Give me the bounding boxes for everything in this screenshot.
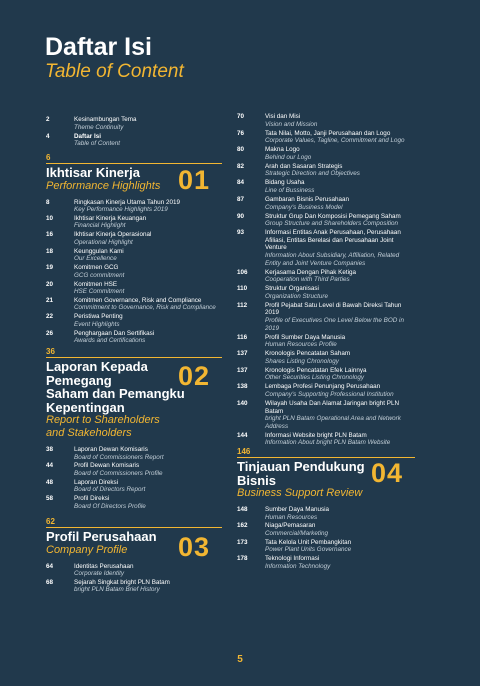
toc-entry-english: Company's Supporting Professional Institution <box>265 390 394 398</box>
toc-entry-english: Information About Subsidiary, Affiliation, Related <box>265 251 400 259</box>
toc-entry-title: Kronologis Pencatatan Efek Lainnya <box>265 366 367 374</box>
toc-entry-title: Laporan Direksi <box>74 478 119 486</box>
toc-entry-text <box>74 116 244 131</box>
toc-entry-page: 64 <box>46 562 54 570</box>
toc-entry-page: 2 <box>46 116 50 123</box>
section-subtitle: Business Support Review <box>237 487 363 499</box>
toc-entry-english: Behind our Logo <box>265 153 312 161</box>
toc-entry-page: 82 <box>237 162 245 170</box>
toc-entry-text <box>265 555 435 570</box>
toc-entry-text <box>265 163 435 178</box>
toc-entry-english: Power Plant Units Governance <box>265 546 352 554</box>
toc-entry-page: 16 <box>46 231 54 239</box>
toc-entry-text <box>74 248 244 263</box>
toc-entry-page: 162 <box>237 522 248 530</box>
section-number: 02 <box>178 361 211 391</box>
toc-entry-text <box>74 462 244 477</box>
section-title: Kepentingan <box>46 399 125 415</box>
toc-entry-text <box>265 367 435 382</box>
toc-entry-title: Visi dan Misi <box>265 113 301 120</box>
toc-entry-english: Financial Highlight <box>74 222 126 230</box>
toc-entry-title: Batam <box>265 407 284 415</box>
toc-entry-text <box>265 400 435 430</box>
toc-entry-english: Company's Business Model <box>265 203 343 211</box>
section-page-number: 36 <box>46 347 55 356</box>
toc-entry-page: 4 <box>46 132 50 140</box>
toc-entry-page: 21 <box>46 296 54 304</box>
toc-entry-text <box>265 383 435 398</box>
section-subtitle: and Stakeholders <box>46 427 132 439</box>
toc-entry-page: 20 <box>46 280 54 288</box>
toc-entry-title: Struktur Organisasi <box>265 285 319 293</box>
toc-entry-text <box>265 229 435 267</box>
toc-entry-page: 22 <box>46 313 54 321</box>
toc-entry-title: Identitas Perusahaan <box>74 562 134 570</box>
toc-entry-english: Human Resources Profile <box>265 341 337 349</box>
toc-entry-text <box>74 231 244 246</box>
toc-entry-english: Group Structure and Shareholders Composition <box>265 220 399 228</box>
toc-entry-page: 148 <box>237 506 248 513</box>
section-title: Laporan Kepada <box>46 359 148 374</box>
toc-entry-page: 106 <box>237 268 248 276</box>
toc-entry-english: Operational Highlight <box>74 238 133 246</box>
toc-entry-title: Profil Direksi <box>74 495 110 503</box>
toc-entry-english: Vision and Mission <box>265 120 318 128</box>
toc-entry-title: Komitmen GCG <box>74 264 119 272</box>
section-title: Pemegang <box>46 372 112 388</box>
section-subtitle: Performance Highlights <box>46 179 161 192</box>
toc-entry-page: 80 <box>237 146 245 154</box>
toc-entry-page: 58 <box>46 495 54 503</box>
toc-entry-title: Peristiwa Penting <box>74 313 123 321</box>
toc-entry-text <box>265 506 435 521</box>
section-divider <box>46 527 222 528</box>
toc-entry-text <box>265 213 435 228</box>
toc-entry-page: 76 <box>237 129 245 137</box>
toc-entry-english: Table of Content <box>74 140 120 148</box>
toc-entry-english: Our Excellence <box>74 255 117 263</box>
toc-entry-english: Entity and Joint Venture Companies <box>265 259 366 267</box>
toc-entry-english: Profile of Executives One Level Below the BOD in <box>265 316 404 324</box>
toc-entry-text <box>265 196 435 211</box>
toc-entry-text <box>74 264 244 279</box>
section-page-number: 146 <box>237 447 251 456</box>
section-subtitle: Report to Shareholders <box>46 414 160 426</box>
toc-entry-english: Event Highlights <box>74 320 120 328</box>
toc-entry-page: 87 <box>237 196 245 203</box>
toc-entry-title: Struktur Grup Dan Komposisi Pemegang Saham <box>265 212 401 220</box>
toc-entry-text <box>265 146 435 161</box>
toc-entry-english: bright PLN Batam Brief History <box>74 586 160 594</box>
toc-entry-title: Keunggulan Kami <box>74 247 124 255</box>
toc-entry-english: Board of Commissioners Report <box>74 453 164 461</box>
toc-entry-title: Profil Pejabat Satu Level di Bawah Direksi Tahun <box>265 301 402 309</box>
toc-entry-english: Corporate Identity <box>74 570 125 578</box>
page-title: Daftar Isi <box>45 33 152 61</box>
toc-entry-page: 10 <box>46 214 54 222</box>
toc-entry-title: Informasi Entitas Anak Perusahaan, Perusahaan <box>265 229 401 237</box>
section-title: Bisnis <box>237 472 277 488</box>
toc-entry-page: 140 <box>237 400 248 407</box>
toc-entry-title: Bidang Usaha <box>265 179 305 187</box>
toc-entry-title: Komitmen Governance, Risk and Compliance <box>74 296 202 304</box>
toc-entry-text <box>74 212 245 230</box>
toc-entry-page: 144 <box>237 431 248 439</box>
toc-entry-english: Board Of Directors Profile <box>74 502 146 510</box>
toc-entry-english: Board of Commissioners Profile <box>74 469 163 477</box>
toc-entry-text <box>265 179 435 194</box>
toc-entry-page: 84 <box>237 179 245 187</box>
toc-entry-text <box>74 330 244 345</box>
section-title: Ikhtisar Kinerja <box>46 165 140 180</box>
section-page-number: 62 <box>46 517 55 526</box>
toc-entry-text <box>74 563 244 578</box>
section-page-number: 6 <box>46 153 51 162</box>
section-title: Saham dan Pemangku <box>46 386 185 401</box>
toc-entry-english: bright PLN Batam Operational Area and Network <box>265 415 401 423</box>
toc-entry-page: 112 <box>237 301 248 309</box>
toc-entry-english: Theme Continuity <box>74 123 124 131</box>
toc-entry-page: 138 <box>237 383 248 391</box>
toc-entry-title: Ikhtisar Kinerja Operasional <box>74 231 152 239</box>
toc-entry-english: Shares Listing Chronology <box>265 357 339 365</box>
toc-entry-text <box>74 495 244 510</box>
toc-entry-title: Penghargaan Dan Sertifikasi <box>74 329 155 337</box>
toc-entry-title: Arah dan Sasaran Strategis <box>265 162 343 170</box>
toc-entry-page: 116 <box>237 333 248 341</box>
toc-entry-english: Strategic Direction and Objectives <box>265 170 360 178</box>
toc-entry-english: Human Resources <box>265 513 318 521</box>
toc-entry-text <box>74 297 244 312</box>
toc-entry-english: GCG commitment <box>74 271 125 279</box>
toc-entry-title: Afiliasi, Entitas Berelasi dan Perusahaan Joint <box>265 236 394 244</box>
toc-entry-title: Wilayah Usaha Dan Alamat Jaringan bright PLN <box>265 400 400 407</box>
toc-entry-text <box>74 199 244 214</box>
toc-entry-page: 178 <box>237 555 248 563</box>
toc-entry-page: 137 <box>237 366 248 374</box>
toc-entry-page: 19 <box>46 264 54 272</box>
toc-entry-title: Daftar Isi <box>74 132 101 140</box>
toc-entry-page: 44 <box>46 462 54 470</box>
toc-entry-text <box>265 522 435 537</box>
toc-entry-title: Kerjasama Dengan Pihak Ketiga <box>265 268 357 276</box>
toc-entry-english: Other Securities Listing Chronology <box>265 374 365 382</box>
toc-entry-text <box>74 579 244 594</box>
toc-entry-english: Key Performance Highlights 2019 <box>74 206 168 214</box>
toc-entry-page: 26 <box>46 329 54 337</box>
toc-entry-english: HSE Commitment <box>74 288 125 296</box>
toc-entry-english: Information About bright PLN Batam Website <box>265 439 391 447</box>
toc-entry-english: 2019 <box>265 324 280 332</box>
toc-entry-page: 173 <box>237 538 248 546</box>
toc-entry-english: Commitment to Governance, Risk and Compliance <box>74 304 216 312</box>
toc-entry-title: Laporan Dewan Komisaris <box>74 446 148 453</box>
toc-entry-title: Informasi Website bright PLN Batam <box>265 431 367 439</box>
toc-entry-page: 38 <box>46 446 54 453</box>
section-number: 03 <box>178 532 211 562</box>
toc-entry-title: Profil Sumber Daya Manusia <box>265 333 346 341</box>
page-subtitle: Table of Content <box>45 61 184 82</box>
toc-entry-title: Profil Dewan Komisaris <box>74 462 140 470</box>
toc-entry-page: 110 <box>237 285 248 293</box>
toc-entry-title: Makna Logo <box>265 146 300 154</box>
toc-entry-title: Kesinambungan Tema <box>74 116 137 123</box>
toc-entry-english: Board of Directors Report <box>74 486 146 494</box>
toc-entry-text <box>74 446 244 461</box>
toc-entry-title: Niaga/Pemasaran <box>265 522 316 530</box>
toc-entry-title: 2019 <box>265 309 280 317</box>
toc-entry-english: Awards and Certifications <box>74 337 146 345</box>
toc-entry-english: Corporate Values, Tagline, Commitment and Logo <box>265 137 405 145</box>
toc-entry-text <box>74 281 244 296</box>
toc-entry-title: Ikhtisar Kinerja Keuangan <box>74 214 147 222</box>
toc-entry-title: Kronologis Pencatatan Saham <box>265 350 351 358</box>
toc-entry-title: Lembaga Profesi Penunjang Perusahaan <box>265 383 381 391</box>
toc-entry-english: Cooperation with Third Parties <box>265 276 350 284</box>
section-divider <box>46 357 222 358</box>
toc-entry-text <box>74 313 244 328</box>
toc-entry-text <box>74 133 244 148</box>
toc-entry-page: 137 <box>237 350 248 358</box>
toc-entry-text <box>74 479 244 494</box>
toc-entry-text <box>265 432 435 447</box>
toc-entry-page: 18 <box>46 247 54 255</box>
section-title: Profil Perusahaan <box>46 529 157 544</box>
toc-entry-text <box>265 130 435 145</box>
toc-entry-title: Sumber Daya Manusia <box>265 506 330 513</box>
toc-entry-page: 90 <box>237 212 245 220</box>
toc-entry-title: Sejarah Singkat bright PLN Batam <box>74 578 170 586</box>
toc-entry-english: Address <box>265 422 289 430</box>
toc-entry-english: Information Technology <box>265 562 331 570</box>
section-number: 04 <box>371 458 404 488</box>
toc-entry-page: 93 <box>237 229 245 237</box>
section-number: 01 <box>178 165 211 195</box>
toc-entry-title: Tata Nilai, Motto, Janji Perusahaan dan Logo <box>265 129 391 137</box>
toc-entry-page: 68 <box>46 578 54 586</box>
toc-entry-title: Teknologi Informasi <box>265 555 320 563</box>
toc-entry-page: 8 <box>46 198 50 206</box>
toc-entry-text <box>265 113 435 128</box>
toc-entry-title: Tata Kelola Unit Pembangkitan <box>265 538 352 546</box>
section-subtitle: Company Profile <box>46 543 128 556</box>
toc-entry-page: 48 <box>46 478 54 486</box>
toc-entry-title: Ringkasan Kinerja Utama Tahun 2019 <box>74 198 180 206</box>
toc-entry-text <box>265 302 435 332</box>
toc-entry-text <box>265 539 435 554</box>
section-title: Tinjauan Pendukung <box>237 459 365 474</box>
toc-entry-text <box>265 350 435 365</box>
section-divider <box>46 163 222 164</box>
toc-entry-english: Commercial/Marketing <box>265 529 328 537</box>
toc-entry-title: Venture <box>265 244 287 252</box>
toc-entry-english: Line of Bussiness <box>265 186 315 194</box>
toc-entry-page: 70 <box>237 113 245 120</box>
toc-entry-english: Organization Structure <box>265 292 328 300</box>
toc-entry-title: Komitmen HSE <box>74 280 118 288</box>
toc-entry-title: Gambaran Bisnis Perusahaan <box>265 196 350 203</box>
toc-entry-text <box>265 334 435 349</box>
page-number: 5 <box>237 654 243 665</box>
toc-entry-text <box>265 285 435 300</box>
toc-entry-text <box>265 269 435 284</box>
